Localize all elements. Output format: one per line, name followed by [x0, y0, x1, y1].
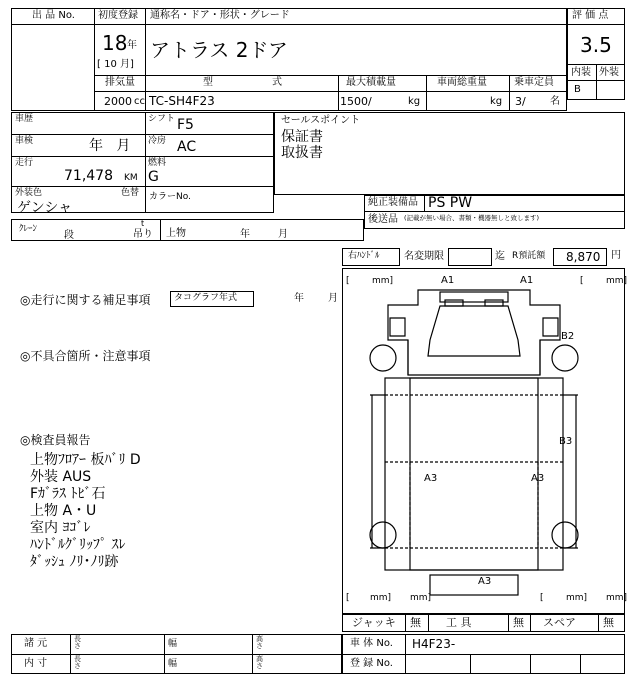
length-label: 長さ	[74, 635, 81, 650]
tire-bracket: [	[346, 593, 350, 603]
r-fee-value: 8,870	[566, 250, 601, 264]
divider	[164, 634, 165, 674]
displacement-label: 排気量	[105, 77, 135, 88]
name-change-label: 名変期限	[404, 251, 444, 262]
sales-point-label: セールスポイント	[281, 115, 361, 126]
car-name: アトラス 2ドア	[150, 38, 288, 62]
divider	[94, 91, 567, 92]
kg-unit-2: kg	[490, 96, 503, 107]
divider	[145, 186, 146, 213]
score-label: 評 価 点	[572, 10, 609, 21]
tire-bracket: [	[580, 276, 584, 286]
history-label: 車歴	[15, 114, 34, 124]
divider	[11, 654, 342, 655]
r-fee-label: R預託額	[512, 251, 546, 261]
width-label: 幅	[168, 639, 178, 649]
sales-point-2: 取扱書	[281, 145, 323, 161]
capacity-unit: 名	[550, 96, 560, 107]
ac-value: AC	[177, 139, 197, 155]
capacity-label: 乗車定員	[514, 77, 554, 88]
tire-mm: mm]	[606, 276, 628, 286]
tire-mm: mm]	[410, 593, 432, 603]
exterior-label: 外装	[599, 67, 619, 78]
interior-grade: B	[574, 84, 581, 95]
mark-a3-rear: A3	[478, 576, 492, 587]
equipment-label: 純正装備品	[368, 197, 418, 208]
cc-unit: cc	[134, 96, 145, 107]
divider	[405, 614, 406, 632]
year-value: 18	[102, 31, 128, 55]
divider	[11, 134, 274, 135]
chassis-value: H4F23-	[412, 637, 456, 651]
type-label-2: 式	[272, 77, 282, 88]
tire-mm: mm]	[566, 593, 588, 603]
first-reg-label: 初度登録	[98, 10, 138, 21]
tacho-year: 年	[294, 293, 304, 304]
divider	[405, 634, 406, 674]
mark-a1-left: A1	[441, 275, 455, 286]
post-delivery-note: (記載が無い場合、書類・機器無しと致します)	[404, 214, 540, 222]
inspector-line: ﾊﾝﾄﾞﾙｸﾞﾘｯﾌﾟ ｽﾚ	[30, 537, 126, 553]
divider	[145, 112, 146, 190]
inspector-line: 上物ﾌﾛｱｰ 板ﾊﾞﾘ D	[30, 452, 141, 468]
color-value: ゲンシャ	[17, 200, 73, 216]
tachograph-label: タコグラフ年式	[174, 293, 238, 303]
divider	[342, 654, 625, 655]
divider	[470, 654, 471, 674]
divider	[94, 75, 567, 76]
mileage-unit: KM	[124, 173, 138, 183]
inspector-line: Fｶﾞﾗｽ ﾄﾋﾞ石	[30, 486, 106, 502]
handle-value: 右ﾊﾝﾄﾞﾙ	[348, 251, 380, 261]
ac-label: 冷房	[148, 136, 167, 146]
post-delivery-label: 後送品	[368, 214, 398, 225]
chassis-label: 車 体 No.	[350, 638, 393, 649]
jack-value: 無	[410, 616, 421, 629]
lot-no-label: 出 品 No.	[32, 10, 75, 21]
tire-mm: mm]	[606, 593, 628, 603]
crane-hoist: 吊り	[133, 229, 153, 240]
driving-title: ◎走行に関する補足事項	[20, 293, 151, 307]
body-label: 上物	[166, 228, 186, 239]
inspector-line: 外装 AUS	[30, 469, 92, 485]
max-load-value: 1500/	[340, 95, 372, 108]
month-value: [ 10 月]	[97, 59, 134, 70]
tools-value: 無	[513, 616, 524, 629]
inspector-line: 上物 A・U	[30, 503, 97, 519]
jack-label: ジャッキ	[352, 616, 396, 629]
name-change-box	[448, 248, 492, 266]
divider	[160, 219, 161, 241]
divider	[596, 64, 597, 100]
divider	[252, 634, 253, 674]
spare-label: スペア	[543, 616, 576, 629]
color-code-label: カラーNo.	[149, 192, 191, 202]
inspector-line: ﾀﾞｯｼｭ ﾉﾘ･ﾉﾘ跡	[30, 554, 119, 570]
divider	[11, 186, 274, 187]
color-label: 外装色	[15, 188, 43, 198]
capacity-value: 3/	[515, 95, 526, 108]
tire-mm: mm]	[372, 276, 394, 286]
mark-b3: B3	[559, 436, 573, 447]
crane-t: t	[141, 219, 145, 228]
length-label: 長さ	[74, 655, 81, 670]
tire-mm: mm]	[370, 593, 392, 603]
mark-a3-right: A3	[531, 473, 545, 484]
tire-bracket: [	[346, 276, 350, 286]
spare-value: 無	[603, 616, 614, 629]
divider	[598, 614, 599, 632]
height-label: 高さ	[256, 635, 263, 650]
nissu-label: 迄	[495, 251, 505, 262]
shift-label: シフト	[148, 114, 176, 124]
score-value: 3.5	[580, 33, 612, 57]
divider	[11, 156, 274, 157]
gross-weight-label: 車両総重量	[437, 77, 487, 88]
height-label: 高さ	[256, 655, 263, 670]
body-month: 月	[278, 229, 288, 240]
dims2-label: 内 寸	[24, 658, 48, 669]
defects-title: ◎不具合箇所・注意事項	[20, 349, 151, 363]
divider	[11, 24, 567, 25]
inspector-lines	[30, 449, 141, 568]
equipment-value: PS PW	[428, 195, 473, 211]
fuel-label: 燃料	[148, 158, 167, 168]
year-unit: 年	[127, 40, 137, 51]
fuel-value: G	[148, 169, 159, 185]
kg-unit-1: kg	[408, 96, 421, 107]
dims1-label: 諸 元	[24, 638, 48, 649]
body-year: 年	[240, 229, 250, 240]
tacho-month: 月	[328, 293, 338, 304]
divider	[509, 75, 510, 111]
mileage-value: 71,478	[64, 168, 113, 184]
diagram-frame	[342, 268, 628, 614]
shift-value: F5	[177, 117, 194, 133]
interior-label: 内装	[571, 67, 591, 78]
divider	[580, 654, 581, 674]
divider	[530, 614, 531, 632]
divider	[364, 211, 625, 212]
model-value: TC-SH4F23	[149, 94, 215, 108]
r-fee-unit: 円	[611, 250, 621, 261]
width-label: 幅	[168, 659, 178, 669]
divider	[70, 634, 71, 674]
divider	[508, 614, 509, 632]
reg-label: 登 録 No.	[350, 658, 393, 669]
mileage-label: 走行	[15, 158, 34, 168]
tire-bracket: [	[540, 593, 544, 603]
color-no-label: 色替	[121, 188, 140, 198]
inspector-line: 室内 ﾖｺﾞﾚ	[30, 520, 91, 536]
divider	[530, 654, 531, 674]
crane-steps: 段	[64, 230, 74, 241]
divider	[426, 75, 427, 111]
type-label-1: 型	[203, 77, 213, 88]
mark-a3-left: A3	[424, 473, 438, 484]
crane-label: ｸﾚｰﾝ	[19, 224, 38, 234]
divider	[338, 75, 339, 111]
details-frame	[11, 112, 274, 216]
inspection-label: 車検	[15, 136, 34, 146]
tools-label: 工 具	[446, 616, 472, 629]
mark-a1-right: A1	[520, 275, 534, 286]
inspector-title: ◎検査員報告	[20, 433, 91, 447]
mark-b2: B2	[561, 331, 575, 342]
name-label: 通称名・ドア・形状・グレード	[150, 10, 290, 21]
displacement-value: 2000	[104, 95, 132, 108]
max-load-label: 最大積載量	[346, 77, 396, 88]
inspection-value: 年 月	[89, 138, 131, 154]
divider	[428, 614, 429, 632]
divider	[567, 24, 625, 25]
sales-point-1: 保証書	[281, 129, 323, 145]
divider	[424, 195, 425, 211]
